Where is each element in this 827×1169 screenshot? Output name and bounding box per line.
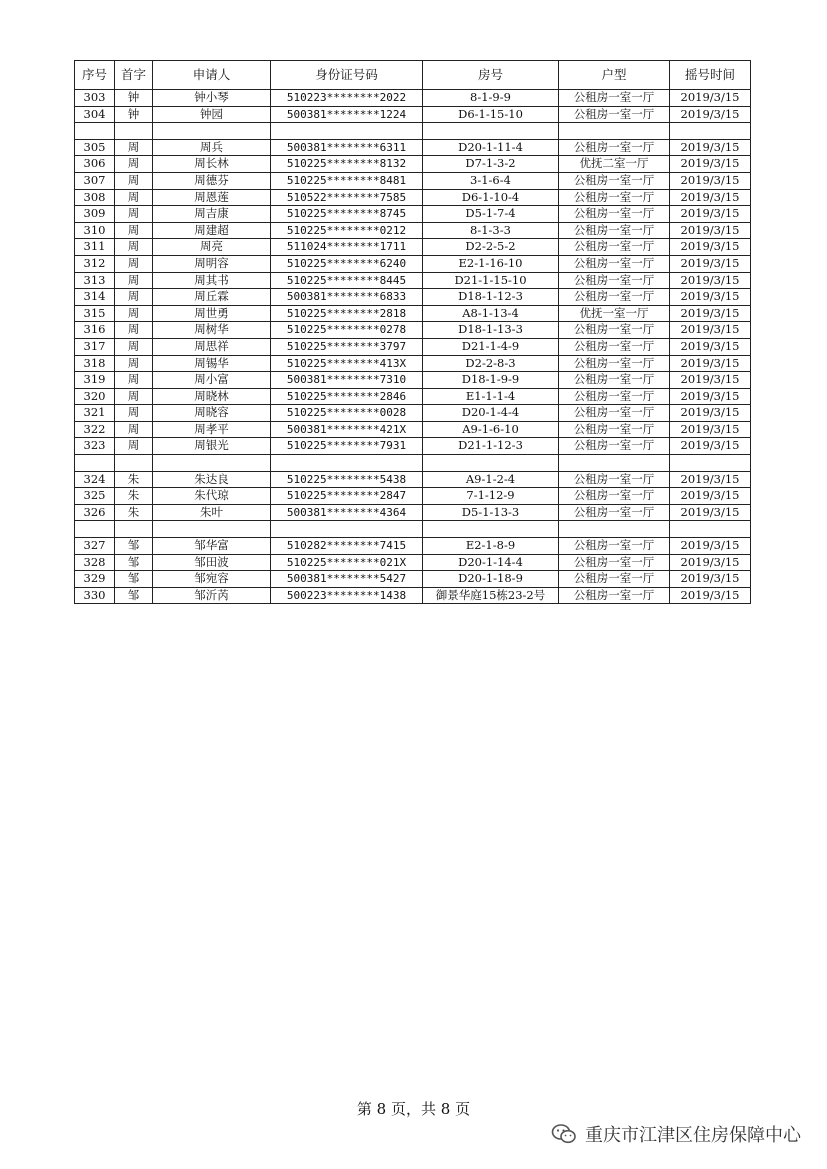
seq-cell [75,455,115,472]
unit-type-cell: 公租房一室一厅 [559,239,670,256]
applicant-cell: 周树华 [153,322,271,339]
unit-type-cell: 公租房一室一厅 [559,338,670,355]
room-number-cell: A8-1-13-4 [423,305,559,322]
room-number-cell: D2-2-8-3 [423,355,559,372]
id-number-cell: 510225********0212 [271,222,423,239]
lottery-date-cell: 2019/3/15 [670,438,751,455]
table-row [75,554,751,571]
initial-cell [115,455,153,472]
room-number-cell: D5-1-7-4 [423,206,559,223]
seq-cell [75,123,115,140]
lottery-date-cell: 2019/3/15 [670,471,751,488]
room-number-cell: D6-1-10-4 [423,189,559,206]
room-number-cell: D21-1-4-9 [423,338,559,355]
id-number-cell: 500381********6311 [271,139,423,156]
unit-type-cell: 公租房一室一厅 [559,189,670,206]
id-number-cell: 500381********6833 [271,289,423,306]
table-row [75,587,751,604]
applicant-cell: 朱代琼 [153,488,271,505]
initial-cell [115,123,153,140]
table-row [75,538,751,555]
room-number-cell: E1-1-1-4 [423,388,559,405]
table-row [75,156,751,173]
room-number-cell: D20-1-4-4 [423,405,559,422]
initial-cell: 周 [115,338,153,355]
table-row [75,504,751,521]
id-number-cell: 510225********8445 [271,272,423,289]
seq-cell: 324 [75,471,115,488]
table-row [75,106,751,123]
seq-cell: 328 [75,554,115,571]
id-number-cell: 510282********7415 [271,538,423,555]
initial-cell: 周 [115,372,153,389]
lottery-date-cell: 2019/3/15 [670,289,751,306]
unit-type-cell: 公租房一室一厅 [559,471,670,488]
applicant-cell: 周兵 [153,139,271,156]
room-number-cell: 8-1-3-3 [423,222,559,239]
id-number-cell: 500381********5427 [271,571,423,588]
roster-table [74,60,751,604]
room-number-cell: 御景华庭15栋23-2号 [423,587,559,604]
id-number-cell [271,455,423,472]
id-number-cell: 510225********2818 [271,305,423,322]
unit-type-cell: 公租房一室一厅 [559,272,670,289]
initial-cell: 周 [115,322,153,339]
lottery-date-cell: 2019/3/15 [670,372,751,389]
id-number-cell: 510223********2022 [271,90,423,107]
unit-type-cell: 优抚一室一厅 [559,305,670,322]
initial-cell: 邹 [115,587,153,604]
applicant-cell [153,521,271,538]
unit-type-cell: 公租房一室一厅 [559,488,670,505]
lottery-date-cell: 2019/3/15 [670,405,751,422]
lottery-date-cell: 2019/3/15 [670,338,751,355]
lottery-date-cell: 2019/3/15 [670,554,751,571]
applicant-cell: 周孝平 [153,421,271,438]
applicant-cell: 周恩莲 [153,189,271,206]
room-number-cell: D20-1-11-4 [423,139,559,156]
applicant-cell: 周长林 [153,156,271,173]
lottery-date-cell: 2019/3/15 [670,272,751,289]
lottery-date-cell: 2019/3/15 [670,90,751,107]
header-id-number: 身份证号码 [271,61,423,90]
lottery-date-cell [670,455,751,472]
unit-type-cell: 公租房一室一厅 [559,421,670,438]
lottery-date-cell: 2019/3/15 [670,587,751,604]
initial-cell: 周 [115,388,153,405]
unit-type-cell: 公租房一室一厅 [559,222,670,239]
lottery-date-cell: 2019/3/15 [670,239,751,256]
header-applicant: 申请人 [153,61,271,90]
initial-cell: 朱 [115,488,153,505]
id-number-cell: 500381********421X [271,421,423,438]
unit-type-cell: 公租房一室一厅 [559,322,670,339]
unit-type-cell [559,455,670,472]
applicant-cell: 朱达良 [153,471,271,488]
unit-type-cell: 公租房一室一厅 [559,438,670,455]
applicant-cell: 周晓林 [153,388,271,405]
room-number-cell [423,521,559,538]
initial-cell: 朱 [115,471,153,488]
seq-cell: 306 [75,156,115,173]
unit-type-cell: 公租房一室一厅 [559,405,670,422]
table-row [75,305,751,322]
applicant-cell: 周晓容 [153,405,271,422]
initial-cell: 周 [115,355,153,372]
seq-cell: 310 [75,222,115,239]
id-number-cell: 510225********6240 [271,255,423,272]
unit-type-cell: 公租房一室一厅 [559,388,670,405]
lottery-date-cell: 2019/3/15 [670,189,751,206]
room-number-cell: D6-1-15-10 [423,106,559,123]
header-seq: 序号 [75,61,115,90]
unit-type-cell: 公租房一室一厅 [559,255,670,272]
seq-cell: 325 [75,488,115,505]
table-row [75,289,751,306]
unit-type-cell: 公租房一室一厅 [559,206,670,223]
id-number-cell: 510225********021X [271,554,423,571]
seq-cell: 326 [75,504,115,521]
seq-cell: 318 [75,355,115,372]
table-body [75,90,751,604]
room-number-cell: D5-1-13-3 [423,504,559,521]
room-number-cell: D21-1-15-10 [423,272,559,289]
wechat-icon [551,1123,577,1145]
table-row [75,322,751,339]
lottery-date-cell: 2019/3/15 [670,538,751,555]
room-number-cell: A9-1-2-4 [423,471,559,488]
seq-cell: 311 [75,239,115,256]
initial-cell: 钟 [115,90,153,107]
seq-cell: 313 [75,272,115,289]
id-number-cell: 500381********7310 [271,372,423,389]
lottery-date-cell: 2019/3/15 [670,421,751,438]
unit-type-cell: 公租房一室一厅 [559,554,670,571]
seq-cell: 305 [75,139,115,156]
unit-type-cell: 公租房一室一厅 [559,372,670,389]
table-row [75,405,751,422]
room-number-cell: D18-1-13-3 [423,322,559,339]
id-number-cell: 510225********0028 [271,405,423,422]
lottery-date-cell [670,123,751,140]
table-row [75,471,751,488]
initial-cell: 周 [115,255,153,272]
id-number-cell: 511024********1711 [271,239,423,256]
room-number-cell: 3-1-6-4 [423,172,559,189]
id-number-cell: 510225********8132 [271,156,423,173]
applicant-cell: 周世勇 [153,305,271,322]
lottery-date-cell: 2019/3/15 [670,255,751,272]
applicant-cell: 邹沂芮 [153,587,271,604]
table-row [75,239,751,256]
applicant-cell: 周明容 [153,255,271,272]
table-row [75,338,751,355]
lottery-date-cell: 2019/3/15 [670,106,751,123]
applicant-cell: 周思祥 [153,338,271,355]
seq-cell: 322 [75,421,115,438]
lottery-date-cell: 2019/3/15 [670,355,751,372]
table-row [75,571,751,588]
applicant-cell: 周丘霖 [153,289,271,306]
seq-cell: 307 [75,172,115,189]
initial-cell: 周 [115,239,153,256]
room-number-cell: A9-1-6-10 [423,421,559,438]
seq-cell: 330 [75,587,115,604]
seq-cell: 315 [75,305,115,322]
id-number-cell [271,521,423,538]
applicant-cell: 周锡华 [153,355,271,372]
table-row [75,388,751,405]
lottery-date-cell: 2019/3/15 [670,139,751,156]
header-lottery-date: 摇号时间 [670,61,751,90]
header-unit-type: 户型 [559,61,670,90]
room-number-cell [423,123,559,140]
unit-type-cell: 优抚二室一厅 [559,156,670,173]
seq-cell: 309 [75,206,115,223]
applicant-cell: 周其书 [153,272,271,289]
room-number-cell: D7-1-3-2 [423,156,559,173]
unit-type-cell: 公租房一室一厅 [559,139,670,156]
table-row [75,222,751,239]
seq-cell: 329 [75,571,115,588]
header-initial: 首字 [115,61,153,90]
unit-type-cell: 公租房一室一厅 [559,504,670,521]
initial-cell: 周 [115,405,153,422]
applicant-cell [153,123,271,140]
seq-cell: 323 [75,438,115,455]
initial-cell: 周 [115,172,153,189]
unit-type-cell: 公租房一室一厅 [559,355,670,372]
seq-cell [75,521,115,538]
unit-type-cell [559,521,670,538]
table-row [75,90,751,107]
table-header-row [75,61,751,90]
table-row [75,438,751,455]
seq-cell: 319 [75,372,115,389]
unit-type-cell: 公租房一室一厅 [559,587,670,604]
seq-cell: 304 [75,106,115,123]
room-number-cell: D20-1-18-9 [423,571,559,588]
seq-cell: 327 [75,538,115,555]
lottery-date-cell: 2019/3/15 [670,206,751,223]
unit-type-cell [559,123,670,140]
initial-cell: 周 [115,156,153,173]
unit-type-cell: 公租房一室一厅 [559,289,670,306]
table-row [75,272,751,289]
id-number-cell: 500381********4364 [271,504,423,521]
table-row [75,139,751,156]
initial-cell: 邹 [115,538,153,555]
table-row [75,255,751,272]
seq-cell: 321 [75,405,115,422]
id-number-cell: 510225********2847 [271,488,423,505]
lottery-date-cell: 2019/3/15 [670,504,751,521]
unit-type-cell: 公租房一室一厅 [559,106,670,123]
id-number-cell: 510225********3797 [271,338,423,355]
id-number-cell: 510225********0278 [271,322,423,339]
table-row [75,172,751,189]
id-number-cell: 510225********413X [271,355,423,372]
table-row [75,206,751,223]
lottery-date-cell [670,521,751,538]
id-number-cell: 510225********5438 [271,471,423,488]
seq-cell: 314 [75,289,115,306]
id-number-cell: 500381********1224 [271,106,423,123]
table-row [75,488,751,505]
table-row [75,189,751,206]
unit-type-cell: 公租房一室一厅 [559,538,670,555]
room-number-cell: D20-1-14-4 [423,554,559,571]
room-number-cell: E2-1-8-9 [423,538,559,555]
initial-cell: 邹 [115,571,153,588]
id-number-cell: 510522********7585 [271,189,423,206]
id-number-cell [271,123,423,140]
id-number-cell: 510225********8745 [271,206,423,223]
initial-cell: 周 [115,222,153,239]
room-number-cell [423,455,559,472]
initial-cell: 朱 [115,504,153,521]
room-number-cell: D21-1-12-3 [423,438,559,455]
applicant-cell [153,455,271,472]
seq-cell: 308 [75,189,115,206]
seq-cell: 316 [75,322,115,339]
applicant-cell: 朱叶 [153,504,271,521]
applicant-cell: 周银光 [153,438,271,455]
id-number-cell: 500223********1438 [271,587,423,604]
room-number-cell: E2-1-16-10 [423,255,559,272]
initial-cell: 周 [115,421,153,438]
seq-cell: 320 [75,388,115,405]
page-number: 第 8 页，共 8 页 [356,1100,471,1118]
seq-cell: 317 [75,338,115,355]
initial-cell: 周 [115,189,153,206]
initial-cell: 周 [115,272,153,289]
header-room-number: 房号 [423,61,559,90]
initial-cell: 周 [115,289,153,306]
applicant-cell: 邹华富 [153,538,271,555]
table-spacer-row [75,455,751,472]
id-number-cell: 510225********8481 [271,172,423,189]
room-number-cell: D18-1-9-9 [423,372,559,389]
initial-cell: 周 [115,305,153,322]
watermark-text: 重庆市江津区住房保障中心 [585,1125,801,1146]
lottery-date-cell: 2019/3/15 [670,322,751,339]
applicant-cell: 周建超 [153,222,271,239]
room-number-cell: D18-1-12-3 [423,289,559,306]
unit-type-cell: 公租房一室一厅 [559,571,670,588]
initial-cell: 邹 [115,554,153,571]
table-spacer-row [75,123,751,140]
applicant-cell: 钟园 [153,106,271,123]
seq-cell: 312 [75,255,115,272]
applicant-cell: 周小富 [153,372,271,389]
unit-type-cell: 公租房一室一厅 [559,172,670,189]
initial-cell [115,521,153,538]
id-number-cell: 510225********7931 [271,438,423,455]
initial-cell: 周 [115,206,153,223]
lottery-date-cell: 2019/3/15 [670,388,751,405]
id-number-cell: 510225********2846 [271,388,423,405]
table-row [75,372,751,389]
table-row [75,355,751,372]
applicant-cell: 周吉康 [153,206,271,223]
lottery-date-cell: 2019/3/15 [670,571,751,588]
room-number-cell: D2-2-5-2 [423,239,559,256]
lottery-date-cell: 2019/3/15 [670,156,751,173]
table-row [75,421,751,438]
room-number-cell: 7-1-12-9 [423,488,559,505]
applicant-cell: 邹田波 [153,554,271,571]
applicant-cell: 钟小琴 [153,90,271,107]
unit-type-cell: 公租房一室一厅 [559,90,670,107]
wechat-watermark [551,1121,801,1147]
initial-cell: 周 [115,139,153,156]
lottery-date-cell: 2019/3/15 [670,222,751,239]
lottery-date-cell: 2019/3/15 [670,172,751,189]
lottery-date-cell: 2019/3/15 [670,305,751,322]
applicant-cell: 周亮 [153,239,271,256]
room-number-cell: 8-1-9-9 [423,90,559,107]
initial-cell: 钟 [115,106,153,123]
applicant-cell: 邹宛容 [153,571,271,588]
lottery-date-cell: 2019/3/15 [670,488,751,505]
applicant-cell: 周德芬 [153,172,271,189]
initial-cell: 周 [115,438,153,455]
seq-cell: 303 [75,90,115,107]
table-spacer-row [75,521,751,538]
